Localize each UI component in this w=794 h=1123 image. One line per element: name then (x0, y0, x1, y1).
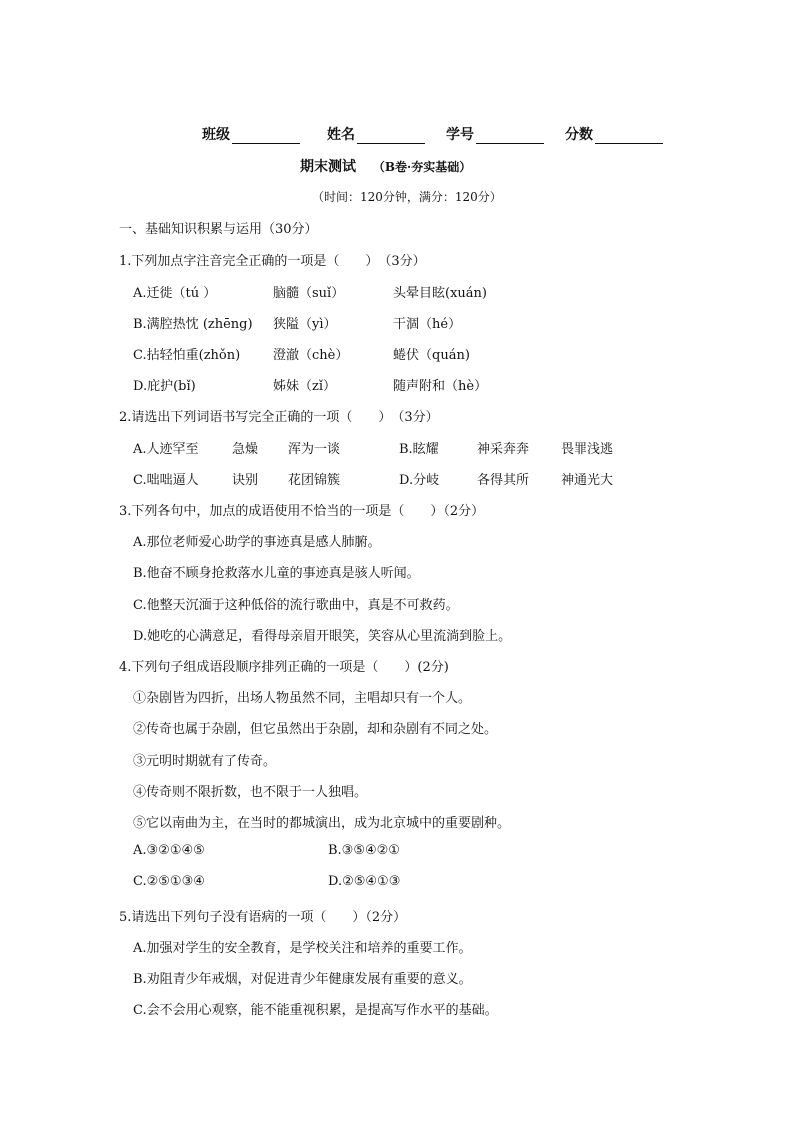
q1-option: 澄澈（chè） (273, 348, 349, 363)
q2-option: A.人迹罕至 (133, 442, 199, 457)
q3-option: C.他整天沉湎于这种低俗的流行歌曲中，真是不可救药。 (133, 598, 459, 613)
id-field[interactable] (446, 124, 544, 144)
q4-option: D.②⑤④①③ (328, 874, 401, 889)
q4-sentence: ⑤它以南曲为主，在当时的都城演出，成为北京城中的重要剧种。 (133, 816, 511, 831)
q2-option: B.眩耀 (399, 442, 439, 457)
question-3-stem: 3.下列各句中，加点的成语使用不恰当的一项是（ ）（2分） (119, 504, 485, 519)
q2-option: 畏罪浅逃 (561, 442, 614, 457)
q1-option: 头晕目眩(xuán) (393, 286, 487, 301)
q1-option: D.庇护(bǐ) (133, 379, 196, 394)
q1-option: C.拈轻怕重(zhǒn) (133, 348, 241, 363)
q4-option: B.③⑤④②① (328, 843, 400, 858)
q2-option: 神采奔奔 (477, 442, 530, 457)
q4-option: C.②⑤①③④ (133, 874, 205, 889)
question-5-stem: 5.请选出下列句子没有语病的一项（ ）（2分） (119, 910, 407, 925)
question-1-stem: 1.下列加点字注音完全正确的一项是（ ） （3分） (119, 254, 426, 269)
q1-option: A.迁徙（tú ） (133, 286, 217, 301)
time-note: （时间：120分钟，满分：120分） (312, 190, 502, 204)
name-label: 姓名 (327, 127, 355, 143)
q2-option: 花团锦簇 (288, 473, 341, 488)
score-blank[interactable] (595, 129, 663, 144)
question-4-stem: 4.下列句子组成语段顺序排列正确的一项是（ ）(2分) (119, 660, 449, 675)
q2-option: D.分岐 (399, 473, 440, 488)
q5-option: C.会不会用心观察，能不能重视积累，是提高写作水平的基础。 (133, 1003, 498, 1018)
q3-option: B.他奋不顾身抢救落水儿童的事迹真是骇人听闻。 (133, 566, 420, 581)
q2-option: 各得其所 (477, 473, 530, 488)
q3-option: D.她吃的心满意足，看得母亲眉开眼笑，笑容从心里流淌到脸上。 (133, 629, 512, 644)
page-title (300, 156, 471, 176)
name-field[interactable] (327, 124, 425, 144)
q1-option: 随声附和（hè） (393, 379, 488, 394)
q4-sentence: ②传奇也属于杂剧，但它虽然出于杂剧，却和杂剧有不同之处。 (133, 722, 498, 737)
q4-option: A.③②①④⑤ (133, 843, 205, 858)
title-sub: （B卷·夯实基础） (372, 160, 472, 174)
q4-sentence: ④传奇则不限折数，也不限于一人独唱。 (133, 785, 368, 800)
class-blank[interactable] (232, 129, 300, 144)
q4-sentence: ③元明时期就有了传奇。 (133, 754, 277, 769)
class-field[interactable] (202, 124, 300, 144)
q1-option: 姊妹（zǐ） (273, 379, 337, 394)
q2-option: 诀别 (232, 473, 259, 488)
name-blank[interactable] (357, 129, 425, 144)
q4-sentence: ①杂剧皆为四折，出场人物虽然不同，主唱却只有一个人。 (133, 691, 472, 706)
q1-option: 干涸（hé） (393, 317, 462, 332)
q5-option: B.劝阻青少年戒烟，对促进青少年健康发展有重要的意义。 (133, 972, 472, 987)
id-label: 学号 (446, 127, 474, 143)
q5-option: A.加强对学生的安全教育，是学校关注和培养的重要工作。 (133, 941, 472, 956)
q2-option: 浑为一谈 (288, 442, 341, 457)
q2-option: 急燥 (232, 442, 259, 457)
class-label: 班级 (202, 127, 230, 143)
q2-option: 神通光大 (561, 473, 614, 488)
q3-option: A.那位老师爱心助学的事迹真是感人肺腑。 (133, 535, 381, 550)
q2-option: C.咄咄逼人 (133, 473, 199, 488)
q1-option: 狭隘（yì） (273, 317, 337, 332)
section-heading: 一、基础知识积累与运用（30分） (119, 222, 318, 237)
q1-option: 脑髓（suǐ） (273, 286, 345, 301)
q1-option: B.满腔热忱 (zhēng) (133, 317, 253, 332)
id-blank[interactable] (476, 129, 544, 144)
q1-option: 蜷伏（quán) (393, 348, 470, 363)
score-field[interactable] (565, 124, 663, 144)
title-main: 期末测试 (300, 159, 356, 175)
question-2-stem: 2.请选出下列词语书写完全正确的一项（ ） （3分） (119, 410, 439, 425)
score-label: 分数 (565, 127, 593, 143)
